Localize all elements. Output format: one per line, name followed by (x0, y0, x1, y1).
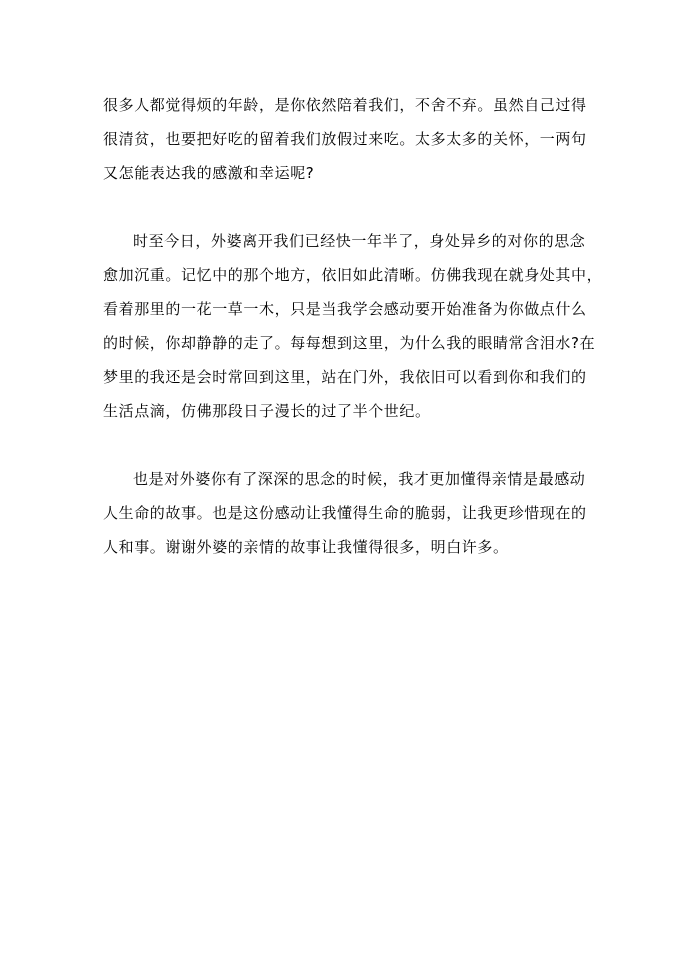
text-line: 生活点滴，仿佛那段日子漫长的过了半个世纪。 (103, 402, 431, 420)
paragraph-spacer (103, 190, 593, 224)
text-line: 愈加沉重。记忆中的那个地方，依旧如此清晰。仿佛我现在就身处其中， (103, 266, 603, 284)
text-line: 看着那里的一花一草一木，只是当我学会感动要开始准备为你做点什么 (103, 300, 587, 318)
text-line: 的时候，你却静静的走了。每每想到这里，为什么我的眼睛常含泪水?在 (103, 334, 596, 352)
text-line: 又怎能表达我的感激和幸运呢? (103, 164, 315, 182)
paragraph-spacer (103, 428, 593, 462)
paragraph-2 (103, 224, 603, 428)
paragraph-3 (103, 462, 593, 564)
text-line: 人和事。谢谢外婆的亲情的故事让我懂得很多，明白许多。 (103, 538, 509, 556)
text-line: 时至今日，外婆离开我们已经快一年半了，身处异乡的对你的思念 (133, 232, 586, 250)
text-line: 也是对外婆你有了深深的思念的时候，我才更加懂得亲情是最感动 (133, 470, 586, 488)
text-line: 梦里的我还是会时常回到这里，站在门外，我依旧可以看到你和我们的 (103, 368, 587, 386)
paragraph-1 (103, 88, 593, 190)
document-body (103, 88, 603, 564)
text-line: 很清贫，也要把好吃的留着我们放假过来吃。太多太多的关怀，一两句 (103, 130, 587, 148)
text-line: 很多人都觉得烦的年龄，是你依然陪着我们，不舍不弃。虽然自己过得 (103, 96, 587, 114)
text-line: 人生命的故事。也是这份感动让我懂得生命的脆弱，让我更珍惜现在的 (103, 504, 587, 522)
